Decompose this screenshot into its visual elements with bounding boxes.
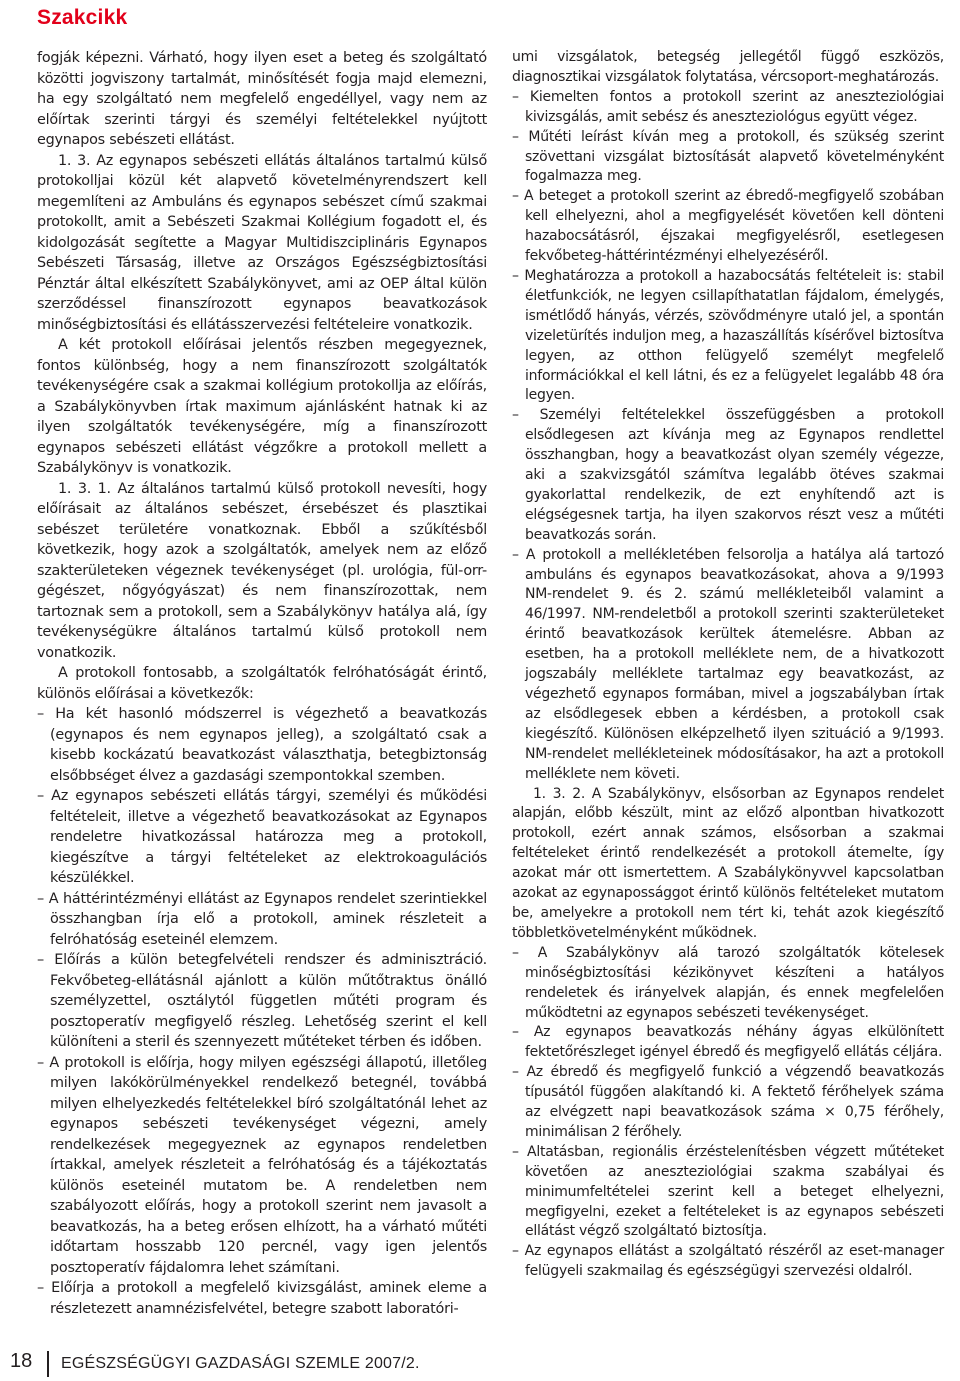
- list-item: – Az egynapos ellátást a szolgáltató részéről az eset-manager felügyeli szakmailag és egészségügyi szervezési oldalról.: [512, 1243, 944, 1280]
- list-item: – A protokoll a mellékletében felsorolja a hatálya alá tartozó ambuláns és egynapos beavatkozásokat, ahova a 9/1993 NM-rendelet 9. és 2. számú mellékleteiből valamint a 46/1997. NM-rendeletből a protokoll szerinti szakterületeket érintő beavatkozások kerültek átemelésre. Abban az esetben, ha a protokoll mellékletе nem, de a hivatkozott jogszabály mellékletе tartalmaz egy beavatkozást, az végezhető egynapos formában, mivel a jogszabályban írtak az elsődlegesek ebben a kérdésben, a protokoll csak kiegészítő. Különösen elképzelhető ilyen szituáció a 9/1993. NM-rendelet mellékleteinek módosításakor, ha azt a protokoll melléklete nem követi.: [512, 546, 944, 782]
- list-item: – Az egynapos beavatkozás néhány ágyas elkülönített fektetőrészleget igényel ébredő és megfigyelő ellátás céljára.: [512, 1024, 944, 1061]
- page-number: 18: [10, 1350, 33, 1372]
- footer-divider: [47, 1351, 49, 1377]
- list-item: – Műtéti leírást kíván meg a protokoll, és szükség szerint szövettani vizsgálat biztosítását alapvető követelményként fogalmazza meg.: [512, 128, 944, 185]
- paragraph: fogják képezni. Várható, hogy ilyen eset a beteg és szolgáltató közötti jogviszony tartalmát, minősítését fogja majd elemezni, ha egy szolgáltató nem megfelelő engedéllyel, vagy nem az előírtak szerinti tárgyi és személyi feltételekkel nyújtott egynapos sebészeti ellátást.: [37, 50, 487, 148]
- list-item: – Az ébredő és megfigyelő funkció a végzendő beavatkozás típusától függően alakítandó ki. A fektető férőhelyek száma az elvégzett napi beavatkozások száma × 0,75 férőhely, minimálisan 2 férőhely.: [512, 1064, 944, 1140]
- paragraph: A protokoll fontosabb, a szolgáltatók felróhatóságát érintő, különös előírásai a következők:: [37, 665, 487, 702]
- list-item: – Az egynapos sebészeti ellátás tárgyi, személyi és működési feltételeit, illetve a végezhető beavatkozásokat az Egynapos rendeletre hivatkozással határozza meg a protokoll, kiegészítve a tárgyi feltételeket az elektrokoagulációs készülékkel.: [37, 788, 487, 886]
- list-item: – Ha két hasonló módszerrel is végezhető a beavatkozás (egynapos és nem egynapos jelleg), a szolgáltató csak a kisebb kockázatú beavatkozást választhatja, betegbiztonság elsőbbséget élvez a gazdasági szempontokkal szemben.: [37, 706, 487, 784]
- list-item: – Előírja a protokoll a megfelelő kivizsgálást, aminek eleme a részletezett anamnézisfelvétel, betegre szabott laboratóri-: [37, 1280, 487, 1317]
- section-title: Szakcikk: [37, 6, 128, 29]
- list-item: – Kiemelten fontos a protokoll szerint az aneszteziológiai kivizsgálás, amit sebész és aneszteziológus együtt végez.: [512, 88, 944, 125]
- list-item: – Előírás a külön betegfelvételi rendszer és adminisztráció. Fekvőbeteg-ellátásnál ajánlott a külön műtőtraktus önálló személyzettel, osztálytól független műtéti program és posztoperatív megfigyelő részleg. Lehetőség szerint el kell különíteni a steril és szennyezett műtéteket térben és időben.: [37, 952, 487, 1050]
- list-item: – A protokoll is előírja, hogy milyen egészségi állapotú, illetőleg milyen lakókörülményekkel rendelkező betegnél, továbbá milyen elhelyezkedés feltételekkel bíró szolgáltatónál lehet az egynapos sebészeti tevékenységet végezni, amely rendelkezések megegyeznek az egynapos rendeletben írtakkal, amelyek részleteit a felróhatóság és a tájékoztatás különös eseteinél mutatom be. A rendeletben nem szabályozott előírás, hogy a protokoll szerint nem javasolt a beavatkozás, ha a beteg erősen elhízott, ha a várható műtéti időtartam hosszabb 120 percnél, vagy igen jelentős posztoperatív fájdalomra lehet számítani.: [37, 1054, 487, 1276]
- list-item: – Altatásban, regionális érzéstelenítésben végzett műtéteket követően az aneszteziológiai szakma szabályai és minimumfeltételei szerint kell a beteget elhelyezni, megfigyelni, ezeket a feltételeket is az egynapos sebészeti ellátást végző szolgáltató biztosítja.: [512, 1143, 944, 1240]
- list-item: – A Szabálykönyv alá tarozó szolgáltatók kötelesek minőségbiztosítási kézikönyvet készíteni a hatályos rendeletek és irányelvek alapján, és ennek megfelelően működtetni az egynapos sebészeti tevékenységet.: [512, 944, 944, 1021]
- journal-title: EGÉSZSÉGÜGYI GAZDASÁGI SZEMLE 2007/2.: [61, 1355, 420, 1372]
- list-item: – A háttérintézményi ellátást az Egynapos rendelet szerintiekkel összhangban írja elő a protokoll, aminek részleteit a felróhatóság eseteinél elemzem.: [37, 890, 487, 948]
- right-text-column: [512, 48, 944, 1282]
- paragraph: 1. 3. 2. A Szabálykönyv, elsősorban az Egynapos rendelet alapján, előbb készült, mint az előző alpontban hivatkozott protokoll, ezért annak számos, elsősorban a szakmai feltételeket érintő rendelkezését a protokoll átemelte, így azokat már ott ismertettem. A Szabálykönyvvel kapcsolatban azokat az egynapossággot érintő különös feltételeket mutatom be, amelyekre a protokoll nem tért ki, tehát azok kiegészítő többletkövetelményként működnek.: [512, 785, 944, 941]
- paragraph: 1. 3. 1. Az általános tartalmú külső protokoll nevesíti, hogy előírásait az általános sebészet, érsebészet és plasztikai sebészet területére vonatkoznak. Ebből a szűkítésből következik, hogy azok a szolgáltatók, amelyek nem az előző szakterületeken végeznek tevékenységet (pl. urológia, fül-orr-gégészet, nőgyógyászat) és nem finanszírozottak, nem tartoznak sem a protokoll, sem a Szabálykönyv hatálya alá, így tevékenységükre általános tartalmú külső protokoll nem vonatkozik.: [37, 480, 487, 661]
- list-item: – Meghatározza a protokoll a hazabocsátás feltételeit is: stabil életfunkciók, ne legyen csillapíthatatlan fájdalom, émelygés, ismétlődő hányás, vérzés, szövődményre utaló jel, a spontán vizeletürítés induljon meg, a hazaszállítás kísérővel biztosítva legyen, az otthon felügyelő személyt megfelelő információkkal el kell látni, és ez a felügyelet legalább 48 óra legyen.: [512, 267, 944, 404]
- left-text-column: [37, 48, 487, 1319]
- paragraph: umi vizsgálatok, betegség jellegétől függő eszközös, diagnosztikai vizsgálatok folytatása, vércsoport-meghatározás.: [512, 49, 944, 85]
- paragraph: 1. 3. Az egynapos sebészeti ellátás általános tartalmú külső protokolljai közül két alapvető követelményrendszert kell megemlíteni az Ambuláns és egynapos sebészet című szakmai protokollt, amit a Sebészeti Szakmai Kollégium fogadott el, és kidolgozását segítette a Magyar Multidiszciplináris Egynapos Sebészeti Társaság, illetve az Országos Egészségbiztosítási Pénztár által elkészített Szabálykönyvet, ami az OEP által külön szerződéssel finanszírozott egynapos beavatkozások minőségbiztosítási és ellátásszervezési feltételeire vonatkozik.: [37, 152, 487, 333]
- list-item: – Személyi feltételekkel összefüggésben a protokoll elsődlegesen azt kívánja meg az Egynapos rendlettel összhangban, hogy a beavatkozást olyan személy végezze, aki a szakvizsgától számítva legalább ötéves szakmai gyakorlattal rendelkezik, de ezt enyhítendő azt is elégségesnek tartja, ha ilyen szakorvos részt vesz a műtéti beavatkozás során.: [512, 407, 944, 543]
- list-item: – A beteget a protokoll szerint az ébredő-megfigyelő szobában kell elhelyezni, ahol a megfigyelését követően kell dönteni hazabocsátásról, éjszakai megfigyelésről, esetlegesen fekvőbeteg-háttérintézményi elhelyezéséről.: [512, 188, 944, 265]
- paragraph: A két protokoll előírásai jelentős részben megegyeznek, fontos különbség, hogy a nem finanszírozott szolgáltatók tevékenységére csak a szakmai kollégium protokollja az előírás, a Szabálykönyvben írtak maximum ajánlásként hatnak ki az ilyen szolgáltatók tevékenységére, míg a finanszírozott egynapos sebészeti ellátást végzőkre a protokoll mellett a Szabálykönyv is vonatkozik.: [37, 337, 487, 476]
